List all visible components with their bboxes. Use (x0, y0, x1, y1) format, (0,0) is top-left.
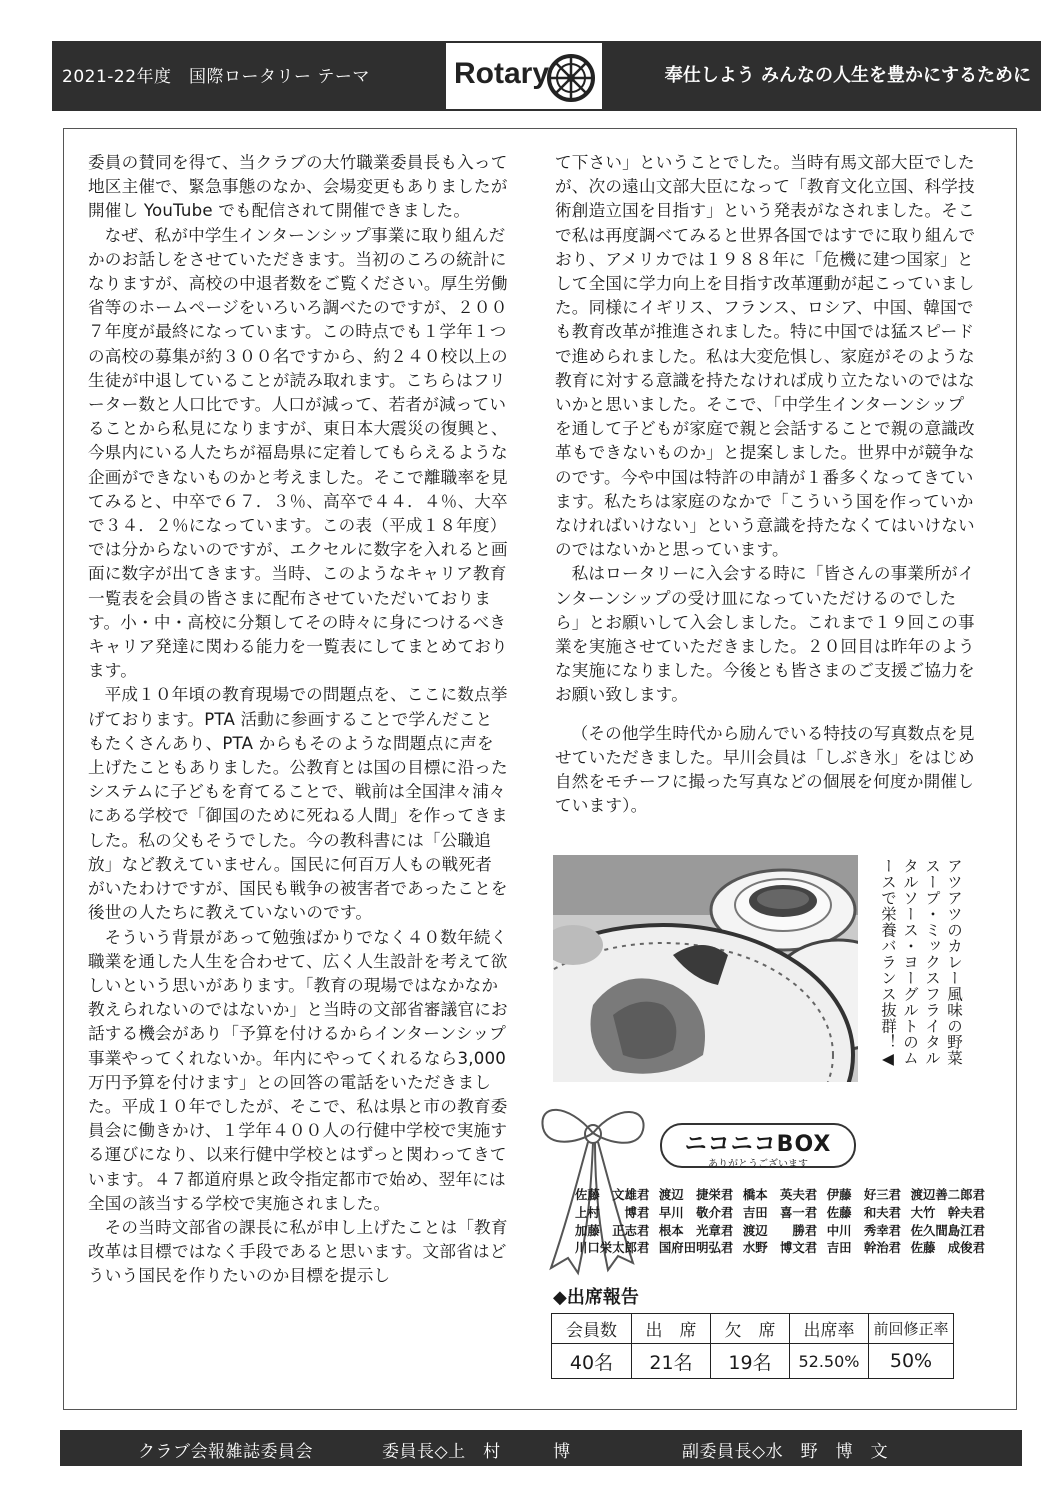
article-paragraph: （その他学生時代から励んでいる特技の写真数点を見せていただきました。早川会員は「しぶき氷」をはじめ自然をモチーフに撮った写真などの個展を何度か開催しています）。 (555, 723, 975, 816)
attendance-value-cell: 19名 (711, 1344, 790, 1379)
footer-bar (60, 1430, 1022, 1466)
attendance-value-cell: 50% (869, 1344, 954, 1379)
donor-name: 大竹 幹夫君 (910, 1204, 985, 1220)
article-paragraph: なぜ、私が中学生インターンシップ事業に取り組んだかのお話しをさせていただきます。当初のころの統計になりますが、高校の中退者数をご覧ください。厚生労働省等のホームページをいろいろ調べたのですが、２００７年度が最終になっています。この時点でも１学年１つの高校の募集が約３００名ですから、約２４０校以上の生徒が中退していることが読み取れます。こちらはフリーター数と人口比です。人口が減って、若者が減っていることから私見になりますが、東日本大震災の復興と、今県内にいる人たちが福島県に定着してもらえるような企画ができないものかと考えました。そこで離職率を見てみると、中卒で６７．３％、高卒で４４．４％、大卒で３４．２％になっています。この表（平成１８年度）では分からないのですが、エクセルに数字を入れると画面に数字が出てきます。当時、このようなキャリア教育一覧表を会員の皆さまに配布させていただいております。小・中・高校に分類してその時々に身につけるべきキャリア発達に関わる能力を一覧表にしてまとめております。 (88, 225, 508, 681)
rotary-logo (444, 41, 604, 111)
article-paragraph: その当時文部省の課長に私が申し上げたことは「教育改革は目標ではなく手段であると思います。文部省はどういう国民を作りたいのか目標を提示し (88, 1217, 508, 1286)
niconico-box-subtitle: ありがとうございます (708, 1159, 808, 1170)
theme-slogan: 奉仕しよう みんなの人生を豊かにするために (664, 65, 1031, 86)
donor-name: 佐藤 和夫君 (826, 1204, 902, 1220)
donor-name: 根本 光章君 (658, 1222, 734, 1238)
attendance-value-cell: 40名 (552, 1344, 632, 1379)
donor-name: 橋本 英夫君 (742, 1187, 818, 1202)
attendance-table (551, 1313, 954, 1379)
donor-row (575, 1204, 985, 1222)
photo-caption: アツアツのカレー風味の野菜スープ・ミックスフライタルタルソース・ヨーグルトのムースで栄養バランス抜群！◀ (879, 858, 963, 1069)
attendance-header-cell: 出席率 (790, 1314, 869, 1344)
footer-vice-chair: 副委員長◇水 野 博 文 (682, 1442, 889, 1462)
rotary-wheel-icon (546, 53, 596, 103)
donor-name: 渡辺 捷栄君 (658, 1187, 734, 1202)
donor-name: 早川 敬介君 (658, 1204, 734, 1220)
donor-name: 佐藤 文雄君 (575, 1187, 650, 1202)
article-paragraph: そういう背景があって勉強ばかりでなく４０数年続く職業を通した人生を合わせて、広く人生設計を考えて欲しいという思いがあります。「教育の現場ではなかなか教えられないのではないか」と当時の文部省審議官にお話する機会があり「予算を付けるからインターンシップ事業やってくれないか。年内にやってくれるなら3,000万円予算を付けます」との回答の電話をいただきました。平成１０年でしたが、そこで、私は県と市の教育委員会に働きかけ、１学年４００人の行健中学校で実施する運びになり、以来行健中学校とはずっと関わってきています。４７都道府県と政令指定都市で始め、翌年には全国の該当する学校で実施されました。 (88, 927, 508, 1213)
footer-committee: クラブ会報雑誌委員会 (138, 1442, 313, 1462)
donor-name: 水野 博文君 (742, 1240, 818, 1256)
donor-name: 川口栄太郎君 (575, 1240, 650, 1256)
donor-name: 加藤 正志君 (575, 1222, 650, 1238)
attendance-value-row (552, 1344, 954, 1379)
niconico-box-badge (660, 1123, 856, 1168)
article-paragraph: 平成１０年頃の教育現場での問題点を、ここに数点挙げております。PTA 活動に参画することで学んだこともたくさんあり、PTA からもそのような問題点に声を上げたこともありました。公教育とは国の目標に沿ったシステムに子どもを育てることで、戦前は全国津々浦々にある学校で「御国のために死ねる人間」を作ってきました。私の父もそうでした。今の教科書には「公職追放」など教えていません。国民に何百万人もの戦死者がいたわけですが、国民も戦争の被害者であったことを後世の人たちに教えていないのです。 (88, 685, 508, 923)
donor-name: 佐久間島江君 (910, 1222, 985, 1238)
attendance-title: ◆出席報告 (553, 1287, 639, 1308)
attendance-header-cell: 会員数 (552, 1314, 632, 1344)
attendance-value-cell: 52.50% (790, 1344, 869, 1379)
donor-row (575, 1186, 985, 1204)
attendance-header-row (552, 1314, 954, 1344)
donor-row (575, 1239, 985, 1257)
niconico-box-title: ニコニコBOX (684, 1132, 832, 1157)
attendance-header-cell: 欠 席 (711, 1314, 790, 1344)
donor-name: 上村 博君 (575, 1204, 650, 1220)
rotary-wordmark: Rotary (454, 57, 550, 90)
donor-names (575, 1186, 985, 1257)
attendance-header-cell: 前回修正率 (869, 1314, 954, 1344)
donor-name: 吉田 幹治君 (826, 1240, 902, 1256)
article-paragraph: 私はロータリーに入会する時に「皆さんの事業所がインターンシップの受け皿になっていただけるのでしたら」とお願いして入会しました。これまで１９回この事業を実施させていただきました。２０回目は昨年のような実施になりました。今後とも皆さまのご支援ご協力をお願い致します。 (555, 564, 975, 705)
donor-row (575, 1222, 985, 1240)
header-bar (52, 41, 1041, 111)
food-photo-image (553, 855, 858, 1082)
donor-name: 渡辺善二郎君 (910, 1187, 985, 1202)
attendance-header-cell: 出 席 (632, 1314, 711, 1344)
article-paragraph: て下さい」ということでした。当時有馬文部大臣でしたが、次の遠山文部大臣になって「教育文化立国、科学技術創造立国を目指す」という発表がなされました。そこで私は再度調べてみると世界各国ではすでに取り組んでおり、アメリカでは１９８８年に「危機に建つ国家」として全国に学力向上を目指す改革運動が起こっていました。同様にイギリス、フランス、ロシア、中国、韓国でも教育改革が推進されました。特に中国では猛スピードで進められました。私は大変危惧し、家庭がそのような教育に対する意識を持たなければ成り立たないのではないかと思いました。そこで、「中学生インターンシップを通して子どもが家庭で親と会話することで親の意識改革もできないものか」と提案しました。世界中が競争なのです。今や中国は特許の申請が１番多くなってきています。私たちは家庭のなかで「こういう国を作っていかなければいけない」という意識を持たなくてはいけないのではないかと思っています。 (555, 153, 976, 560)
article-right-column (555, 151, 980, 818)
theme-year-label: 2021-22年度 国際ロータリー テーマ (62, 67, 370, 87)
food-photo (553, 855, 858, 1082)
footer-chair: 委員長◇上 村 博 (382, 1442, 571, 1462)
donor-name: 吉田 喜一君 (742, 1204, 818, 1220)
article-paragraph: 委員の賛同を得て、当クラブの大竹職業委員長も入って地区主催で、緊急事態のなか、会場変更もありましたが開催し YouTube でも配信されて開催できました。 (88, 153, 508, 221)
donor-name: 中川 秀幸君 (826, 1222, 902, 1238)
attendance-value-cell: 21名 (632, 1344, 711, 1379)
donor-name: 佐藤 成俊君 (910, 1240, 985, 1256)
article-left-column (88, 151, 508, 1289)
donor-name: 渡辺 勝君 (742, 1222, 818, 1238)
donor-name: 伊藤 好三君 (826, 1187, 902, 1202)
donor-name: 国府田明弘君 (658, 1240, 734, 1256)
